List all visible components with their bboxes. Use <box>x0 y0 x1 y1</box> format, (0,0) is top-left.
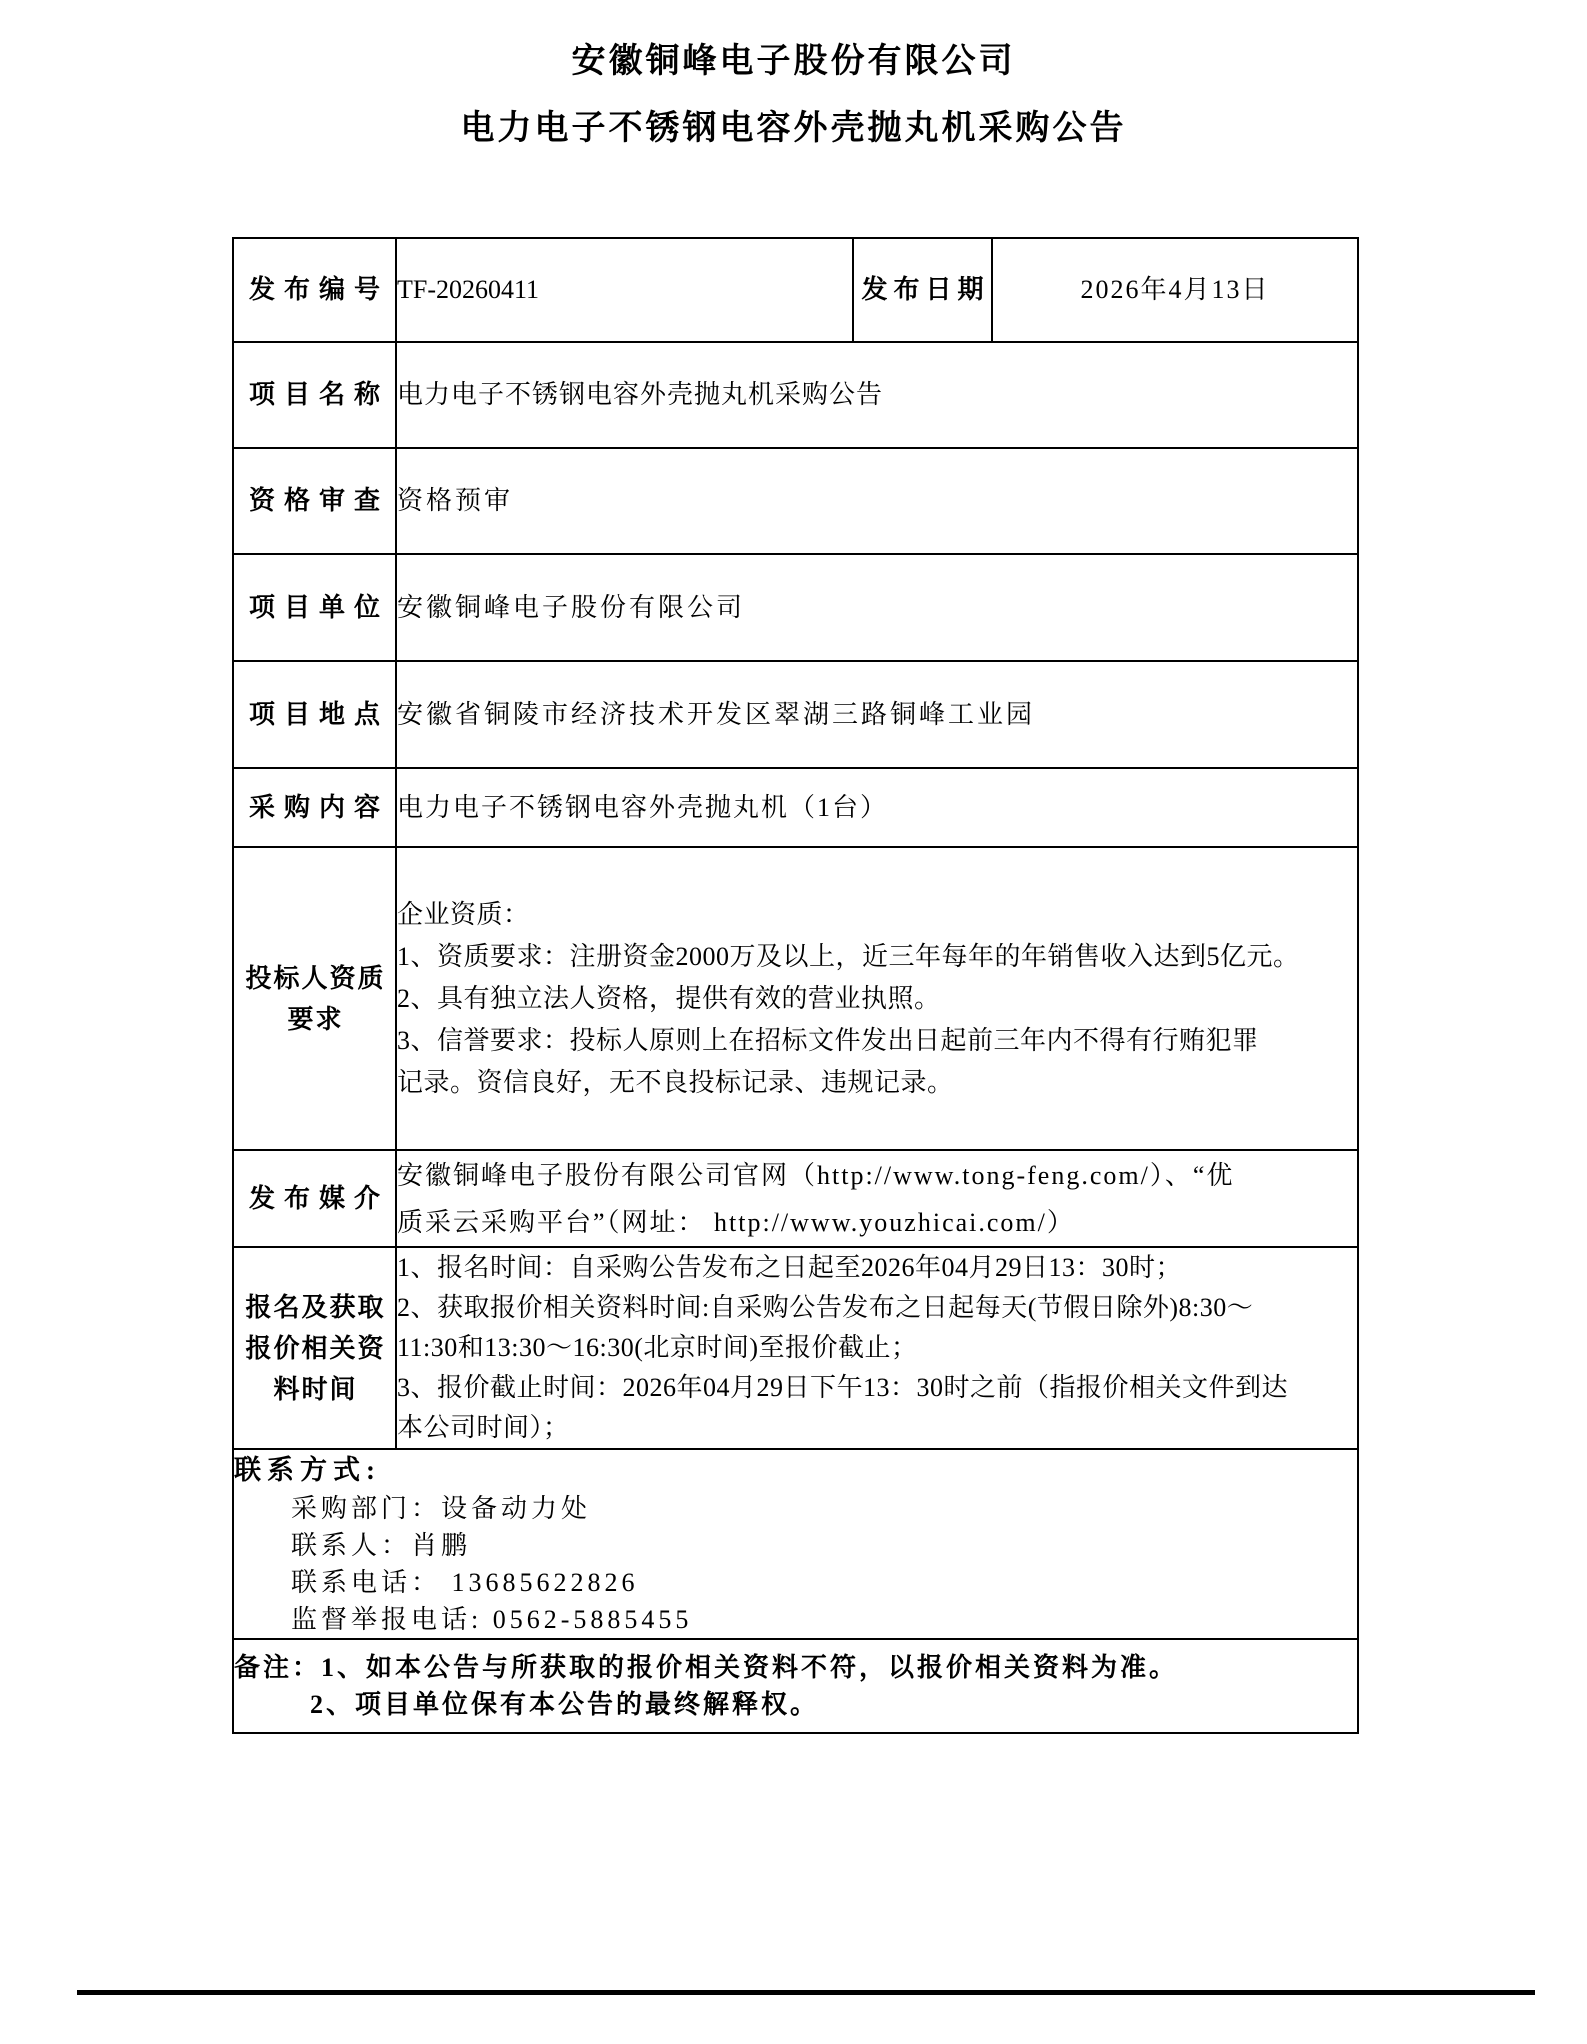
registration-time-value <box>396 1247 1358 1449</box>
project-location-label: 项目地点 <box>233 661 396 768</box>
project-location-value: 安徽省铜陵市经济技术开发区翠湖三路铜峰工业园 <box>396 661 1358 768</box>
remark-section <box>233 1639 1358 1733</box>
text-line: 报名及获取 <box>245 1292 386 1322</box>
text-line: 1、资质要求：注册资金2000万及以上，近三年每年的年销售收入达到5亿元。 <box>397 941 1300 971</box>
qualification-check-label: 资格审查 <box>233 448 396 554</box>
table-row <box>233 1150 1358 1247</box>
table-row <box>233 448 1358 554</box>
text-line: 料时间 <box>273 1374 358 1404</box>
table-row <box>233 1639 1358 1733</box>
text-line: 2、获取报价相关资料时间:自采购公告发布之日起每天(节假日除外)8:30～ <box>397 1293 1254 1322</box>
text-line: 采购部门：设备动力处 <box>291 1494 592 1523</box>
text-line: 联系人：肖鹏 <box>291 1531 472 1560</box>
text-line: 企业资质： <box>397 899 530 929</box>
registration-time-label <box>233 1247 396 1449</box>
project-name-value: 电力电子不锈钢电容外壳抛丸机采购公告 <box>396 342 1358 448</box>
procurement-content-value: 电力电子不锈钢电容外壳抛丸机（1台） <box>396 768 1358 847</box>
text-line: 3、报价截止时间：2026年04月29日下午13：30时之前（指报价相关文件到达 <box>397 1373 1289 1402</box>
text-line: 安徽铜峰电子股份有限公司官网（http://www.tong-feng.com/）、“优 <box>397 1160 1235 1190</box>
project-name-label: 项目名称 <box>233 342 396 448</box>
text-line: 11:30和13:30～16:30(北京时间)至报价截止； <box>397 1333 918 1362</box>
release-date-label: 发布日期 <box>853 238 992 342</box>
table-row <box>233 554 1358 661</box>
announcement-table <box>232 237 1359 1734</box>
page-bottom-rule <box>77 1990 1535 1995</box>
project-unit-label: 项目单位 <box>233 554 396 661</box>
text-line: 备注：1、如本公告与所获取的报价相关资料不符，以报价相关资料为准。 <box>234 1653 1179 1682</box>
table-row <box>233 847 1358 1150</box>
publish-media-value <box>396 1150 1358 1247</box>
table-row <box>233 238 1358 342</box>
text-line: 本公司时间）； <box>397 1413 570 1442</box>
table-row <box>233 1449 1358 1639</box>
announcement-title: 电力电子不锈钢电容外壳抛丸机采购公告 <box>460 109 1127 147</box>
company-title: 安徽铜峰电子股份有限公司 <box>571 42 1016 80</box>
bidder-qualification-value <box>396 847 1358 1150</box>
text-line: 报价相关资 <box>245 1333 386 1363</box>
text-line: 监督举报电话: 0562-5885455 <box>291 1605 693 1634</box>
contact-lines <box>234 1490 1357 1638</box>
contact-section <box>233 1449 1358 1639</box>
text-line: 3、信誉要求：投标人原则上在招标文件发出日起前三年内不得有行贿犯罪 <box>397 1025 1259 1055</box>
table-row <box>233 768 1358 847</box>
release-number-value: TF-20260411 <box>396 238 853 342</box>
table-row <box>233 661 1358 768</box>
procurement-content-label: 采购内容 <box>233 768 396 847</box>
table-row <box>233 1247 1358 1449</box>
bidder-qualification-label <box>233 847 396 1150</box>
text-line: 1、报名时间：自采购公告发布之日起至2026年04月29日13：30时； <box>397 1253 1183 1282</box>
project-unit-value: 安徽铜峰电子股份有限公司 <box>396 554 1358 661</box>
text-line: 2、项目单位保有本公告的最终解释权。 <box>310 1690 820 1719</box>
table-row <box>233 342 1358 448</box>
text-line: 记录。资信良好，无不良投标记录、违规记录。 <box>397 1067 954 1097</box>
release-date-value: 2026年4月13日 <box>992 238 1358 342</box>
text-line: 要求 <box>287 1004 344 1034</box>
publish-media-label: 发布媒介 <box>233 1150 396 1247</box>
qualification-check-value: 资格预审 <box>396 448 1358 554</box>
contact-heading: 联系方式: <box>234 1455 381 1485</box>
text-line: 投标人资质 <box>245 963 386 993</box>
text-line: 2、具有独立法人资格，提供有效的营业执照。 <box>397 983 941 1013</box>
text-line: 联系电话： 13685622826 <box>291 1568 639 1597</box>
release-number-label: 发布编号 <box>233 238 396 342</box>
text-line: 质采云采购平台”（网址： http://www.youzhicai.com/） <box>397 1207 1075 1237</box>
